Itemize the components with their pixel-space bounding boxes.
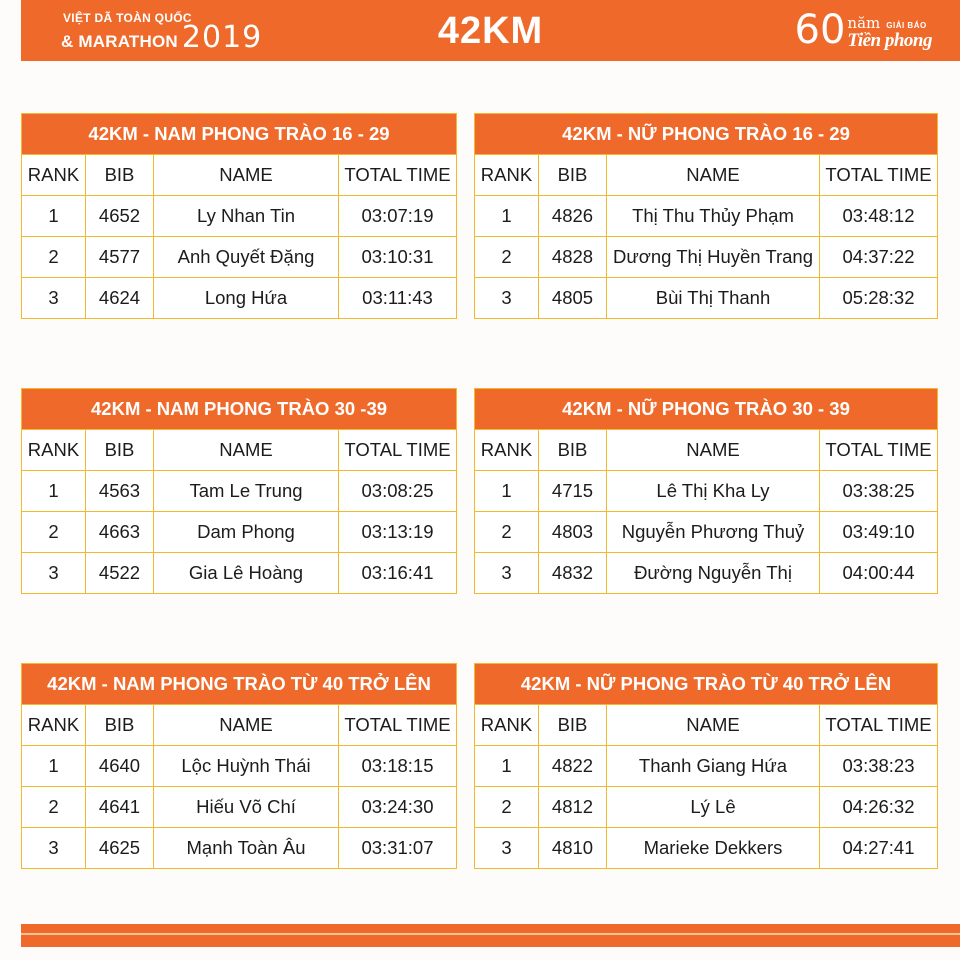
time-cell: 04:00:44 xyxy=(820,553,938,594)
bib-cell: 4828 xyxy=(539,237,607,278)
time-cell: 03:48:12 xyxy=(820,196,938,237)
name-cell: Long Hứa xyxy=(154,278,339,319)
time-cell: 03:16:41 xyxy=(339,553,457,594)
table-title: 42KM - NAM PHONG TRÀO TỪ 40 TRỞ LÊN xyxy=(22,664,457,705)
bib-cell: 4640 xyxy=(86,746,154,787)
results-table-men-16-29 xyxy=(21,113,457,319)
name-cell: Lý Lê xyxy=(607,787,820,828)
col-name: NAME xyxy=(154,430,339,471)
rank-cell: 3 xyxy=(22,828,86,869)
bib-cell: 4826 xyxy=(539,196,607,237)
header-bar xyxy=(21,0,960,61)
name-cell: Marieke Dekkers xyxy=(607,828,820,869)
time-cell: 03:11:43 xyxy=(339,278,457,319)
time-cell: 03:49:10 xyxy=(820,512,938,553)
col-time: TOTAL TIME xyxy=(339,155,457,196)
bib-cell: 4577 xyxy=(86,237,154,278)
name-cell: Mạnh Toàn Âu xyxy=(154,828,339,869)
rank-cell: 2 xyxy=(22,237,86,278)
col-name: NAME xyxy=(154,705,339,746)
table-row xyxy=(475,512,938,553)
table-row xyxy=(475,471,938,512)
rank-cell: 2 xyxy=(475,787,539,828)
results-table-women-30-39 xyxy=(474,388,938,594)
col-rank: RANK xyxy=(22,705,86,746)
table-row xyxy=(475,278,938,319)
table-row xyxy=(22,512,457,553)
results-table-men-30-39 xyxy=(21,388,457,594)
col-rank: RANK xyxy=(22,155,86,196)
table-row xyxy=(22,471,457,512)
brand-line1: VIỆT DÃ TOÀN QUỐC xyxy=(63,11,192,25)
rank-cell: 1 xyxy=(22,471,86,512)
logo-number: 60 xyxy=(794,7,846,53)
rank-cell: 3 xyxy=(22,278,86,319)
col-bib: BIB xyxy=(86,430,154,471)
table-row xyxy=(475,828,938,869)
rank-cell: 1 xyxy=(475,746,539,787)
bib-cell: 4624 xyxy=(86,278,154,319)
bib-cell: 4563 xyxy=(86,471,154,512)
table-row xyxy=(22,828,457,869)
table-row xyxy=(475,196,938,237)
name-cell: Gia Lê Hoàng xyxy=(154,553,339,594)
table-title: 42KM - NỮ PHONG TRÀO 30 - 39 xyxy=(475,389,938,430)
bib-cell: 4625 xyxy=(86,828,154,869)
tienphong-logo xyxy=(795,8,932,52)
rank-cell: 2 xyxy=(475,237,539,278)
rank-cell: 1 xyxy=(475,471,539,512)
col-time: TOTAL TIME xyxy=(339,705,457,746)
name-cell: Lộc Huỳnh Thái xyxy=(154,746,339,787)
col-bib: BIB xyxy=(86,155,154,196)
time-cell: 03:38:25 xyxy=(820,471,938,512)
results-table-men-40-plus xyxy=(21,663,457,869)
table-row xyxy=(475,787,938,828)
time-cell: 04:37:22 xyxy=(820,237,938,278)
bib-cell: 4805 xyxy=(539,278,607,319)
col-time: TOTAL TIME xyxy=(820,155,938,196)
brand-line2: & MARATHON xyxy=(61,32,178,51)
name-cell: Thị Thu Thủy Phạm xyxy=(607,196,820,237)
col-name: NAME xyxy=(607,705,820,746)
name-cell: Thanh Giang Hứa xyxy=(607,746,820,787)
table-row xyxy=(22,553,457,594)
name-cell: Đường Nguyễn Thị xyxy=(607,553,820,594)
results-table-women-16-29 xyxy=(474,113,938,319)
name-cell: Ly Nhan Tin xyxy=(154,196,339,237)
col-bib: BIB xyxy=(539,155,607,196)
brand-year: 2019 xyxy=(181,20,263,55)
bib-cell: 4641 xyxy=(86,787,154,828)
rank-cell: 1 xyxy=(475,196,539,237)
name-cell: Tam Le Trung xyxy=(154,471,339,512)
bib-cell: 4715 xyxy=(539,471,607,512)
rank-cell: 3 xyxy=(475,828,539,869)
col-time: TOTAL TIME xyxy=(820,430,938,471)
table-title: 42KM - NỮ PHONG TRÀO TỪ 40 TRỞ LÊN xyxy=(475,664,938,705)
table-title: 42KM - NAM PHONG TRÀO 30 -39 xyxy=(22,389,457,430)
time-cell: 03:10:31 xyxy=(339,237,457,278)
rank-cell: 1 xyxy=(22,196,86,237)
bib-cell: 4652 xyxy=(86,196,154,237)
results-table-women-40-plus xyxy=(474,663,938,869)
bib-cell: 4822 xyxy=(539,746,607,787)
rank-cell: 2 xyxy=(475,512,539,553)
footer-bar-bottom xyxy=(21,935,960,947)
time-cell: 03:08:25 xyxy=(339,471,457,512)
logo-nam: năm xyxy=(847,14,881,32)
rank-cell: 2 xyxy=(22,787,86,828)
table-row xyxy=(22,196,457,237)
col-rank: RANK xyxy=(22,430,86,471)
time-cell: 03:38:23 xyxy=(820,746,938,787)
name-cell: Dam Phong xyxy=(154,512,339,553)
time-cell: 03:31:07 xyxy=(339,828,457,869)
table-row xyxy=(22,787,457,828)
table-title: 42KM - NAM PHONG TRÀO 16 - 29 xyxy=(22,114,457,155)
name-cell: Hiếu Võ Chí xyxy=(154,787,339,828)
table-row xyxy=(475,746,938,787)
bib-cell: 4663 xyxy=(86,512,154,553)
rank-cell: 3 xyxy=(475,278,539,319)
table-title: 42KM - NỮ PHONG TRÀO 16 - 29 xyxy=(475,114,938,155)
time-cell: 03:13:19 xyxy=(339,512,457,553)
rank-cell: 3 xyxy=(22,553,86,594)
col-bib: BIB xyxy=(86,705,154,746)
table-row xyxy=(475,237,938,278)
bib-cell: 4522 xyxy=(86,553,154,594)
time-cell: 05:28:32 xyxy=(820,278,938,319)
name-cell: Dương Thị Huyền Trang xyxy=(607,237,820,278)
col-rank: RANK xyxy=(475,155,539,196)
table-row xyxy=(22,746,457,787)
table-row xyxy=(22,278,457,319)
bib-cell: 4803 xyxy=(539,512,607,553)
table-row xyxy=(475,553,938,594)
name-cell: Lê Thị Kha Ly xyxy=(607,471,820,512)
time-cell: 03:07:19 xyxy=(339,196,457,237)
footer-bar-top xyxy=(21,924,960,933)
col-time: TOTAL TIME xyxy=(820,705,938,746)
time-cell: 03:18:15 xyxy=(339,746,457,787)
col-rank: RANK xyxy=(475,705,539,746)
rank-cell: 3 xyxy=(475,553,539,594)
table-row xyxy=(22,237,457,278)
bib-cell: 4810 xyxy=(539,828,607,869)
name-cell: Anh Quyết Đặng xyxy=(154,237,339,278)
bib-cell: 4832 xyxy=(539,553,607,594)
rank-cell: 2 xyxy=(22,512,86,553)
bib-cell: 4812 xyxy=(539,787,607,828)
col-time: TOTAL TIME xyxy=(339,430,457,471)
name-cell: Bùi Thị Thanh xyxy=(607,278,820,319)
col-rank: RANK xyxy=(475,430,539,471)
col-bib: BIB xyxy=(539,705,607,746)
logo-name: Tiền phong xyxy=(847,30,932,51)
col-name: NAME xyxy=(154,155,339,196)
time-cell: 03:24:30 xyxy=(339,787,457,828)
logo-giai: GIẢI BÁO xyxy=(886,21,927,30)
page-title: 42KM xyxy=(437,10,544,52)
name-cell: Nguyễn Phương Thuỷ xyxy=(607,512,820,553)
col-name: NAME xyxy=(607,430,820,471)
col-name: NAME xyxy=(607,155,820,196)
time-cell: 04:26:32 xyxy=(820,787,938,828)
col-bib: BIB xyxy=(539,430,607,471)
time-cell: 04:27:41 xyxy=(820,828,938,869)
rank-cell: 1 xyxy=(22,746,86,787)
